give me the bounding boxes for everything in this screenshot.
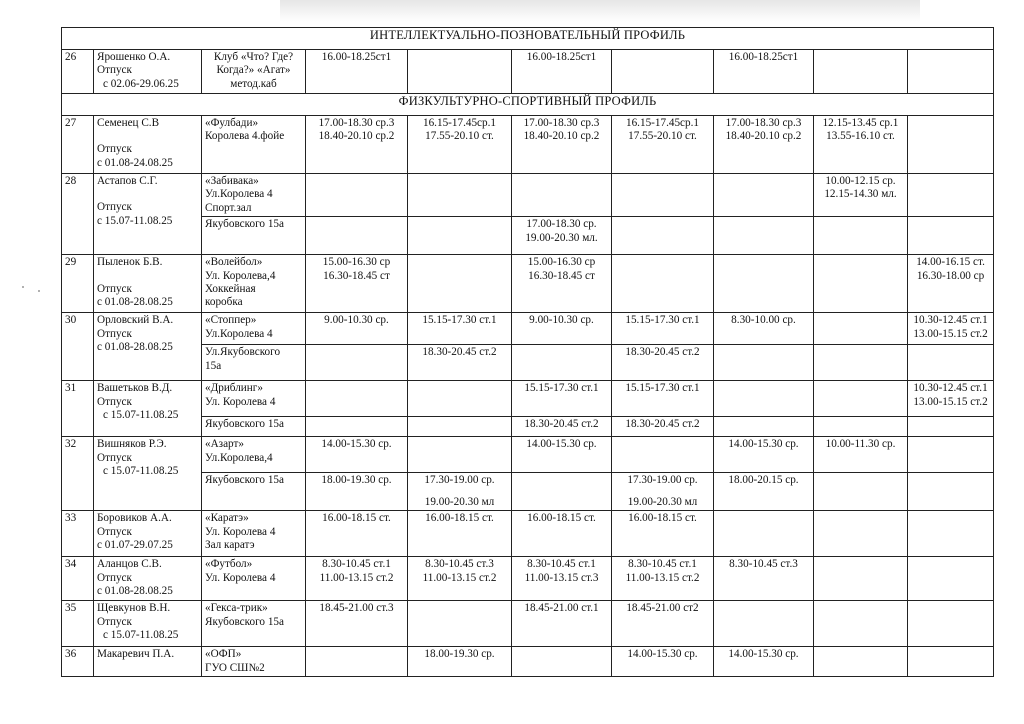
club-line: Ул.Королева 4 xyxy=(205,188,273,201)
schedule-cell: 15.00-16.30 ср 16.30-18.45 ст xyxy=(306,255,408,313)
schedule-cell xyxy=(814,511,908,557)
club-cell xyxy=(202,255,306,313)
schedule-cell xyxy=(908,437,994,473)
schedule-cell xyxy=(814,345,908,381)
schedule-cell: 12.15-13.45 ср.1 13.55-16.10 ст. xyxy=(814,116,908,174)
schedule-cell xyxy=(814,473,908,511)
teacher-name: Астапов С.Г. xyxy=(97,175,158,187)
schedule-cell: 15.00-16.30 ср 16.30-18.45 ст xyxy=(512,255,612,313)
club-cell xyxy=(202,437,306,473)
teacher-name: Семенец С.В xyxy=(97,117,160,129)
club-cell: Якубовского 15а xyxy=(202,473,306,511)
table-row xyxy=(62,50,994,94)
club-cell xyxy=(202,557,306,601)
teacher-cell xyxy=(94,174,202,255)
row-number: 35 xyxy=(62,601,94,647)
club-line: Ул.Якубовского xyxy=(205,346,281,359)
schedule-cell xyxy=(306,417,408,437)
schedule-cell: 8.30-10.45 ст.1 11.00-13.15 ст.2 xyxy=(612,557,714,601)
schedule-cell xyxy=(714,417,814,437)
club-line: Ул. Королева 4 xyxy=(205,525,276,538)
club-line: «Азарт» xyxy=(205,438,244,451)
club-line: «Каратэ» xyxy=(205,512,249,525)
schedule-cell: 15.15-17.30 ст.1 xyxy=(612,313,714,345)
table-row xyxy=(62,511,994,557)
schedule-cell: 16.00-18.25ст1 xyxy=(714,50,814,94)
schedule-cell xyxy=(908,50,994,94)
schedule-cell xyxy=(408,255,512,313)
row-number: 32 xyxy=(62,437,94,511)
schedule-cell: 10.30-12.45 ст.1 13.00-15.15 ст.2 xyxy=(908,313,994,345)
vacation-label: Отпуск xyxy=(97,615,132,628)
schedule-cell xyxy=(512,345,612,381)
schedule-cell xyxy=(908,601,994,647)
teacher-cell xyxy=(94,557,202,601)
schedule-cell xyxy=(512,174,612,217)
schedule-cell xyxy=(908,647,994,677)
club-line: «Забивака» xyxy=(205,175,259,187)
schedule-cell xyxy=(306,647,408,677)
vacation-label: Отпуск xyxy=(97,143,132,156)
schedule-cell xyxy=(408,417,512,437)
schedule-cell: 16.00-18.15 ст. xyxy=(612,511,714,557)
club-line: Ул.Королева 4 xyxy=(205,327,273,340)
schedule-cell xyxy=(306,345,408,381)
section-header-row xyxy=(62,94,994,116)
vacation-label: Отпуск xyxy=(97,64,132,77)
schedule-cell: 8.30-10.45 ст.3 11.00-13.15 ст.2 xyxy=(408,557,512,601)
vacation-label: Отпуск xyxy=(97,282,132,295)
table-row xyxy=(62,217,994,255)
schedule-cell: 16.00-18.15 ст. xyxy=(408,511,512,557)
table-row xyxy=(62,116,994,174)
club-line: Клуб «Что? Где? xyxy=(213,51,294,63)
vacation-dates: с 01.08-24.08.25 xyxy=(97,156,173,169)
vacation-dates: с 01.08-28.08.25 xyxy=(97,341,173,354)
club-line: «Гекса-трик» xyxy=(205,602,268,615)
club-cell xyxy=(202,174,306,217)
club-line: Королева 4.фойе xyxy=(205,130,285,143)
table-row xyxy=(62,345,994,381)
schedule-cell xyxy=(612,174,714,217)
table-row xyxy=(62,437,994,473)
club-line: «Дриблинг» xyxy=(205,382,263,395)
club-line: Зал каратэ xyxy=(205,539,255,552)
row-number: 28 xyxy=(62,174,94,255)
schedule-cell: 16.00-18.25ст1 xyxy=(306,50,408,94)
schedule-cell: 9.00-10.30 ср. xyxy=(512,313,612,345)
teacher-cell xyxy=(94,437,202,511)
teacher-name: Ярошенко О.А. xyxy=(97,51,171,63)
schedule-cell xyxy=(908,417,994,437)
schedule-cell: 17.00-18.30 ср.3 18.40-20.10 ср.2 xyxy=(306,116,408,174)
schedule-cell: 18.00-19.30 ср. xyxy=(408,647,512,677)
table-row xyxy=(62,647,994,677)
schedule-cell xyxy=(908,345,994,381)
club-line: Ул. Королева 4 xyxy=(205,395,276,408)
vacation-dates: с 15.07-11.08.25 xyxy=(103,465,179,478)
scan-speck xyxy=(22,286,24,288)
schedule-cell xyxy=(714,345,814,381)
teacher-cell xyxy=(94,647,202,677)
vacation-dates: с 01.08-28.08.25 xyxy=(97,585,173,598)
schedule-cell: 10.30-12.45 ст.1 13.00-15.15 ст.2 xyxy=(908,381,994,417)
club-cell xyxy=(202,345,306,381)
club-line: Хоккейная xyxy=(205,283,256,296)
club-line: Якубовского 15а xyxy=(205,615,284,628)
teacher-cell xyxy=(94,255,202,313)
schedule-cell: 17.00-18.30 ср. 19.00-20.30 мл. xyxy=(512,217,612,255)
schedule-cell xyxy=(306,217,408,255)
schedule-cell: 16.00-18.15 ст. xyxy=(512,511,612,557)
schedule-cell xyxy=(408,174,512,217)
teacher-cell xyxy=(94,511,202,557)
club-cell xyxy=(202,313,306,345)
teacher-name: Аланцов С.В. xyxy=(97,558,162,571)
schedule-table xyxy=(61,27,994,677)
schedule-cell: 10.00-11.30 ср. xyxy=(814,437,908,473)
teacher-cell xyxy=(94,601,202,647)
schedule-cell: 10.00-12.15 ср. 12.15-14.30 мл. xyxy=(814,174,908,217)
club-line: «Фулбади» xyxy=(205,117,259,129)
schedule-cell xyxy=(814,217,908,255)
schedule-cell: 15.15-17.30 ст.1 xyxy=(408,313,512,345)
teacher-name: Вашетьков В.Д. xyxy=(97,382,173,395)
row-number: 30 xyxy=(62,313,94,381)
schedule-cell: 16.00-18.15 ст. xyxy=(306,511,408,557)
vacation-dates: с 01.08-28.08.25 xyxy=(97,296,173,309)
teacher-cell xyxy=(94,381,202,437)
vacation-label: Отпуск xyxy=(97,571,132,584)
schedule-cell xyxy=(408,437,512,473)
schedule-cell: 14.00-15.30 ср. xyxy=(512,437,612,473)
schedule-cell: 8.30-10.45 ст.1 11.00-13.15 ст.2 xyxy=(306,557,408,601)
vacation-label: Отпуск xyxy=(97,327,132,340)
club-cell xyxy=(202,116,306,174)
row-number: 31 xyxy=(62,381,94,437)
schedule-cell xyxy=(714,601,814,647)
vacation-dates: с 15.07-11.08.25 xyxy=(97,214,173,227)
schedule-cell xyxy=(408,50,512,94)
schedule-cell: 18.45-21.00 ст.3 xyxy=(306,601,408,647)
section-title: ИНТЕЛЛЕКТУАЛЬНО-ПОЗНОВАТЕЛЬНЫЙ ПРОФИЛЬ xyxy=(62,28,994,50)
teacher-cell xyxy=(94,313,202,381)
table-row xyxy=(62,174,994,217)
section-header-row xyxy=(62,28,994,50)
schedule-cell: 15.15-17.30 ст.1 xyxy=(512,381,612,417)
schedule-cell: 18.00-19.30 ср. xyxy=(306,473,408,511)
club-cell xyxy=(202,511,306,557)
vacation-dates: с 15.07-11.08.25 xyxy=(103,629,179,642)
schedule-cell xyxy=(814,417,908,437)
teacher-name: Боровиков А.А. xyxy=(97,512,172,525)
schedule-cell xyxy=(908,557,994,601)
club-line: Спорт.зал xyxy=(205,201,252,214)
row-number: 33 xyxy=(62,511,94,557)
schedule-cell xyxy=(512,473,612,511)
schedule-cell: 9.00-10.30 ср. xyxy=(306,313,408,345)
schedule-cell: 14.00-15.30 ср. xyxy=(714,647,814,677)
teacher-cell xyxy=(94,116,202,174)
club-cell xyxy=(202,647,306,677)
schedule-cell: 16.00-18.25ст1 xyxy=(512,50,612,94)
table-row xyxy=(62,381,994,417)
schedule-cell: 18.45-21.00 ст.1 xyxy=(512,601,612,647)
club-line: Ул.Королева,4 xyxy=(205,451,273,464)
schedule-cell xyxy=(908,174,994,217)
club-line: коробка xyxy=(205,296,243,309)
table-row xyxy=(62,557,994,601)
vacation-label: Отпуск xyxy=(97,525,132,538)
vacation-dates: с 01.07-29.07.25 xyxy=(97,539,173,552)
vacation-label: Отпуск xyxy=(97,451,132,464)
schedule-cell xyxy=(814,313,908,345)
schedule-cell: 17.00-18.30 ср.3 18.40-20.10 ср.2 xyxy=(714,116,814,174)
club-cell xyxy=(202,381,306,417)
schedule-cell xyxy=(612,217,714,255)
schedule-cell xyxy=(908,511,994,557)
schedule-cell xyxy=(408,601,512,647)
vacation-label: Отпуск xyxy=(97,201,132,214)
club-cell: Якубовского 15а xyxy=(202,217,306,255)
scan-speck xyxy=(38,290,40,292)
schedule-cell xyxy=(306,174,408,217)
vacation-dates: с 15.07-11.08.25 xyxy=(103,409,179,422)
club-line: Ул. Королева 4 xyxy=(205,571,276,584)
club-line: «Стоппер» xyxy=(205,314,257,327)
schedule-cell xyxy=(512,647,612,677)
schedule-cell xyxy=(408,381,512,417)
schedule-cell xyxy=(408,217,512,255)
row-number: 29 xyxy=(62,255,94,313)
schedule-cell xyxy=(814,557,908,601)
club-line: «ОФП» xyxy=(205,648,242,661)
teacher-name: Макаревич П.А. xyxy=(97,648,175,661)
schedule-cell xyxy=(714,255,814,313)
club-cell: Якубовского 15а xyxy=(202,417,306,437)
schedule-cell xyxy=(714,381,814,417)
schedule-cell: 17.30-19.00 ср. 19.00-20.30 мл xyxy=(408,473,512,511)
club-cell xyxy=(202,601,306,647)
row-number: 27 xyxy=(62,116,94,174)
club-cell xyxy=(202,50,306,94)
teacher-name: Орловский В.А. xyxy=(97,314,174,327)
schedule-cell xyxy=(814,255,908,313)
club-line: «Волейбол» xyxy=(205,256,263,269)
schedule-cell: 14.00-15.30 ср. xyxy=(612,647,714,677)
table-row xyxy=(62,473,994,511)
schedule-cell xyxy=(814,381,908,417)
row-number: 34 xyxy=(62,557,94,601)
row-number: 26 xyxy=(62,50,94,94)
schedule-cell: 14.00-16.15 ст. 16.30-18.00 ср xyxy=(908,255,994,313)
schedule-cell: 17.30-19.00 ср. 19.00-20.30 мл xyxy=(612,473,714,511)
schedule-cell: 14.00-15.30 ср. xyxy=(714,437,814,473)
table-row xyxy=(62,601,994,647)
schedule-cell xyxy=(612,50,714,94)
schedule-cell: 8.30-10.00 ср. xyxy=(714,313,814,345)
schedule-cell xyxy=(612,437,714,473)
table-row xyxy=(62,417,994,437)
schedule-cell: 17.00-18.30 ср.3 18.40-20.10 ср.2 xyxy=(512,116,612,174)
club-line: 15а xyxy=(205,359,222,372)
schedule-cell xyxy=(612,255,714,313)
schedule-cell xyxy=(714,174,814,217)
row-number: 36 xyxy=(62,647,94,677)
teacher-name: Щевкунов В.Н. xyxy=(97,602,171,615)
schedule-cell xyxy=(908,217,994,255)
schedule-cell: 18.30-20.45 ст.2 xyxy=(612,417,714,437)
schedule-cell: 14.00-15.30 ср. xyxy=(306,437,408,473)
schedule-cell xyxy=(714,217,814,255)
scan-shadow xyxy=(280,0,920,22)
schedule-cell xyxy=(814,50,908,94)
schedule-cell: 18.30-20.45 ст.2 xyxy=(408,345,512,381)
teacher-name: Пыленок Б.В. xyxy=(97,256,163,269)
club-line: Когда?» «Агат» xyxy=(216,64,291,77)
schedule-cell xyxy=(814,601,908,647)
schedule-cell: 15.15-17.30 ст.1 xyxy=(612,381,714,417)
schedule-cell: 8.30-10.45 ст.1 11.00-13.15 ст.3 xyxy=(512,557,612,601)
schedule-cell xyxy=(714,511,814,557)
vacation-dates: с 02.06-29.06.25 xyxy=(103,77,179,90)
schedule-cell: 16.15-17.45ср.1 17.55-20.10 ст. xyxy=(408,116,512,174)
schedule-cell: 18.45-21.00 ст2 xyxy=(612,601,714,647)
teacher-cell xyxy=(94,50,202,94)
club-line: метод.каб xyxy=(230,77,277,90)
teacher-name: Вишняков Р.Э. xyxy=(97,438,167,451)
schedule-cell: 18.30-20.45 ст.2 xyxy=(512,417,612,437)
schedule-cell: 18.30-20.45 ст.2 xyxy=(612,345,714,381)
schedule-cell: 18.00-20.15 ср. xyxy=(714,473,814,511)
club-line: ГУО СШ№2 xyxy=(205,661,265,674)
schedule-cell xyxy=(908,116,994,174)
schedule-cell: 8.30-10.45 ст.3 xyxy=(714,557,814,601)
table-row xyxy=(62,255,994,313)
section-title: ФИЗКУЛЬТУРНО-СПОРТИВНЫЙ ПРОФИЛЬ xyxy=(62,94,994,116)
vacation-label: Отпуск xyxy=(97,395,132,408)
club-line: «Футбол» xyxy=(205,558,253,571)
schedule-cell: 16.15-17.45ср.1 17.55-20.10 ст. xyxy=(612,116,714,174)
table-row xyxy=(62,313,994,345)
schedule-cell xyxy=(908,473,994,511)
club-line: Ул. Королева,4 xyxy=(205,269,276,282)
schedule-cell xyxy=(306,381,408,417)
schedule-cell xyxy=(814,647,908,677)
